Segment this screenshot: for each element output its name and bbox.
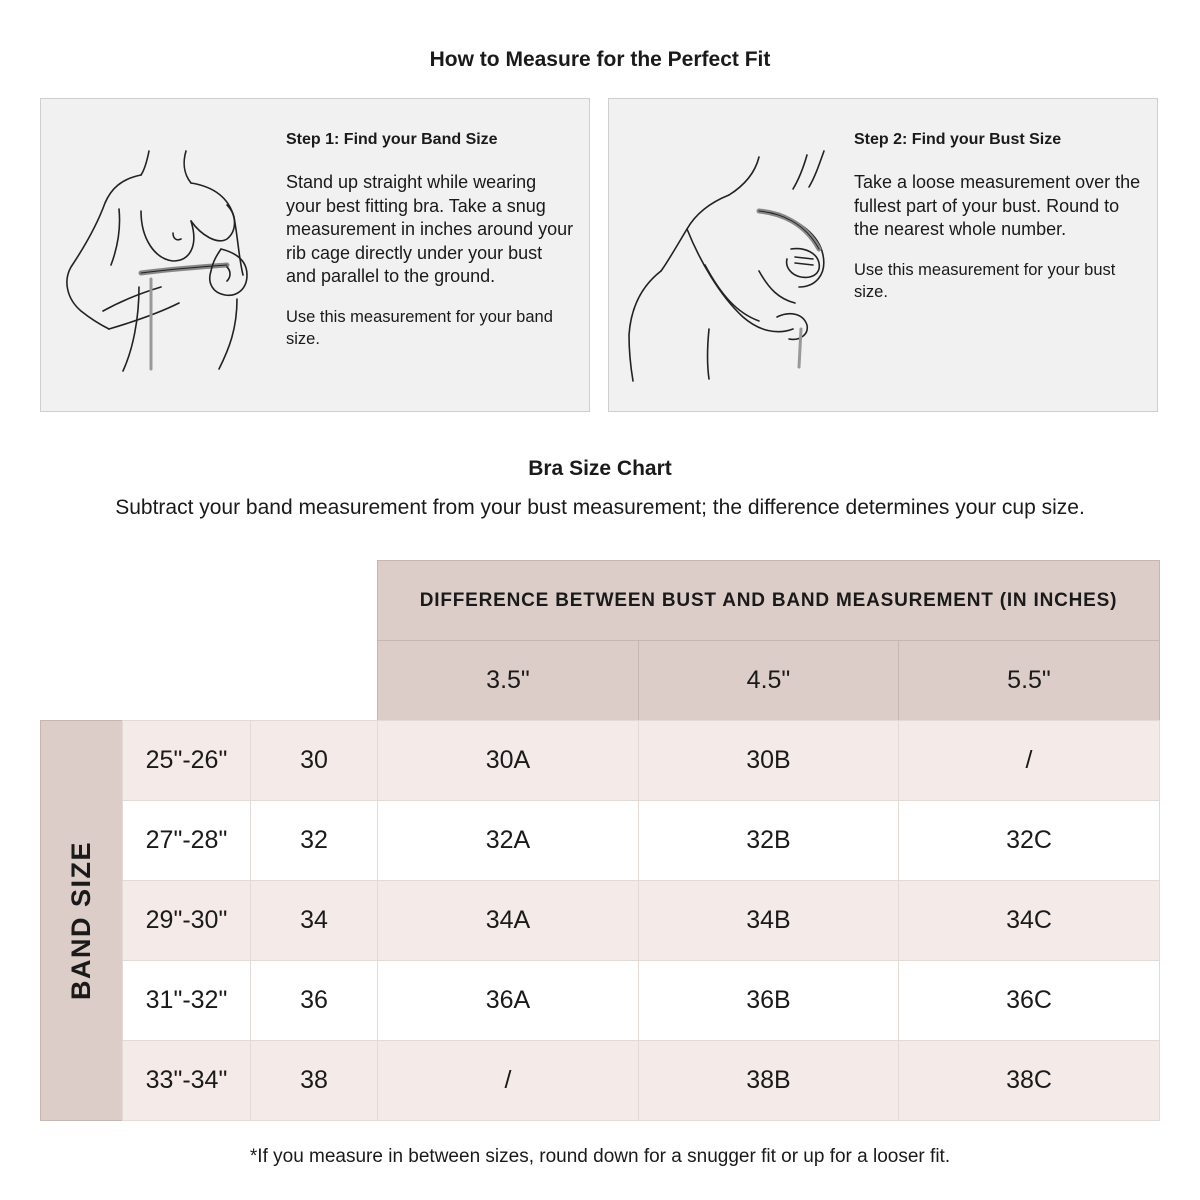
size-cell: 36A [377,960,639,1041]
size-cell: 32C [898,800,1160,881]
size-cell: / [377,1040,639,1121]
row-measure: 25"-26" [122,720,251,801]
size-cell: 32A [377,800,639,881]
band-size-label [40,720,123,1121]
step-2-note: Use this measurement for your bust size. [854,260,1116,301]
chart-title: Bra Size Chart [528,457,672,480]
column-header: 3.5" [377,640,639,721]
size-cell: 30A [377,720,639,801]
size-cell: 38C [898,1040,1160,1121]
column-header: 4.5" [638,640,899,721]
step-2-panel [608,98,1158,412]
size-cell: 32B [638,800,899,881]
row-measure: 27"-28" [122,800,251,881]
step-1-note: Use this measurement for your band size. [286,307,553,348]
row-measure: 31"-32" [122,960,251,1041]
row-band: 38 [250,1040,378,1121]
column-header: 5.5" [898,640,1160,721]
row-measure: 33"-34" [122,1040,251,1121]
footnote: *If you measure in between sizes, round down for a snugger fit or up for a looser fit. [249,1146,951,1167]
step-1-title: Step 1: Find your Band Size [286,131,498,148]
step-1-panel [40,98,590,412]
row-band: 32 [250,800,378,881]
size-cell: 36C [898,960,1160,1041]
page-title: How to Measure for the Perfect Fit [429,48,771,71]
row-band: 36 [250,960,378,1041]
step-2-body: Take a loose measurement over the fullest part of your bust. Round to the nearest whole number. [854,172,1141,239]
difference-header: DIFFERENCE BETWEEN BUST AND BAND MEASUREMENT (IN INCHES) [377,560,1160,641]
bust-measure-illustration [609,99,849,411]
size-cell: 34A [377,880,639,961]
step-2-title: Step 2: Find your Bust Size [854,131,1062,148]
size-cell: 30B [638,720,899,801]
step-1-body: Stand up straight while wearing your best fitting bra. Take a snug measurement in inches around your rib cage directly under your bust and parallel to the ground. [286,172,574,286]
size-cell: 38B [638,1040,899,1121]
size-cell: / [898,720,1160,801]
band-measure-illustration [41,99,281,411]
row-measure: 29"-30" [122,880,251,961]
chart-subtitle: Subtract your band measurement from your bust measurement; the difference determines your cup size. [115,496,1085,519]
row-band: 30 [250,720,378,801]
size-cell: 36B [638,960,899,1041]
band-size-label-text: BAND SIZE [66,840,97,1001]
size-cell: 34C [898,880,1160,961]
size-cell: 34B [638,880,899,961]
row-band: 34 [250,880,378,961]
